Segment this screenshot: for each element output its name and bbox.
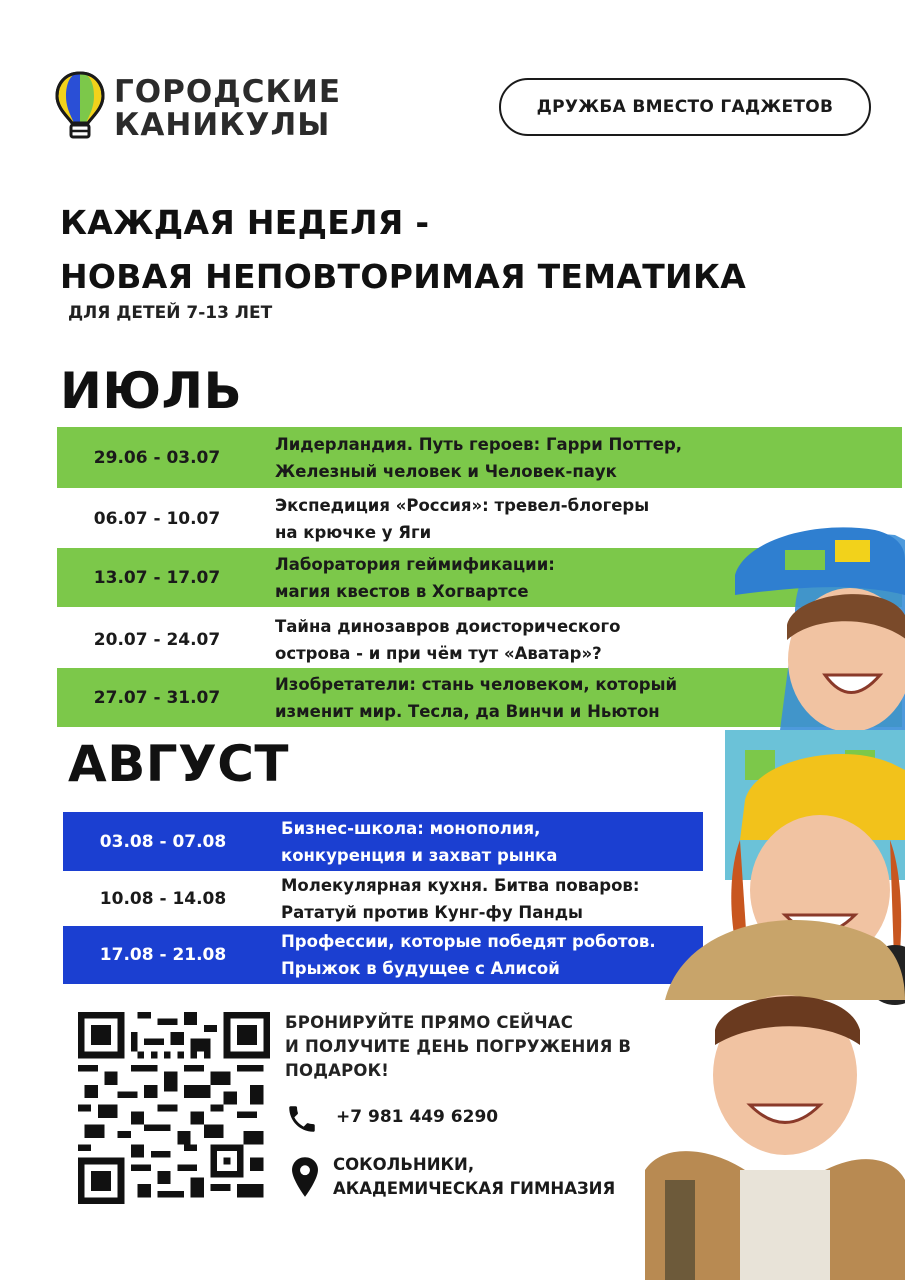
booking-cta (285, 1011, 631, 1083)
week-theme-line: Тайна динозавров доисторического (275, 617, 621, 636)
week-theme (275, 613, 620, 667)
phone-icon (285, 1102, 319, 1136)
address (333, 1153, 615, 1201)
week-theme-line: Рататуй против Кунг-фу Панды (281, 903, 583, 922)
week-theme-line: Экспедиция «Россия»: тревел-блогеры (275, 496, 650, 515)
week-theme (281, 815, 557, 869)
week-dates: 13.07 - 17.07 (93, 567, 221, 588)
week-dates: 06.07 - 10.07 (93, 509, 221, 529)
week-dates: 27.07 - 31.07 (93, 687, 221, 708)
week-dates: 03.08 - 07.08 (99, 831, 227, 852)
slogan-pill: ДРУЖБА ВМЕСТО ГАДЖЕТОВ (499, 78, 871, 136)
week-theme-line: Железный человек и Человек-паук (275, 461, 617, 481)
week-dates: 17.08 - 21.08 (99, 945, 227, 965)
week-theme-line: Лидерландия. Путь героев: Гарри Поттер, (275, 434, 683, 454)
schedule-row (57, 427, 902, 488)
week-theme (275, 492, 649, 546)
week-theme-line: Изобретатели: стань человеком, который (275, 674, 678, 694)
address-line: СОКОЛЬНИКИ, (333, 1155, 475, 1174)
week-dates: 20.07 - 24.07 (93, 630, 221, 650)
week-dates: 10.08 - 14.08 (99, 889, 227, 909)
month-title-august: АВГУСТ (68, 735, 290, 793)
week-theme (281, 872, 639, 926)
week-theme-line: Лаборатория геймификации: (275, 554, 555, 574)
cta-line: ПОДАРОК! (285, 1061, 390, 1080)
week-theme (275, 551, 555, 605)
cta-line: И ПОЛУЧИТЕ ДЕНЬ ПОГРУЖЕНИЯ В (285, 1037, 632, 1056)
schedule-row (63, 871, 703, 927)
week-theme-line: конкуренция и захват рынка (281, 845, 558, 865)
logo-line-1: ГОРОДСКИЕ (114, 74, 341, 110)
week-dates: 29.06 - 03.07 (93, 447, 221, 468)
logo-text (114, 76, 341, 142)
week-theme-line: Бизнес-школа: монополия, (281, 818, 541, 838)
week-theme-line: острова - и при чём тут «Аватар»? (275, 644, 602, 663)
logo-line-2: КАНИКУЛЫ (114, 107, 331, 143)
location-pin-icon (290, 1156, 320, 1198)
address-line: АКАДЕМИЧЕСКАЯ ГИМНАЗИЯ (333, 1179, 616, 1198)
headline (60, 196, 746, 304)
schedule-row (63, 812, 703, 871)
age-range: ДЛЯ ДЕТЕЙ 7-13 ЛЕТ (68, 303, 273, 323)
headline-line-1: КАЖДАЯ НЕДЕЛЯ - (60, 203, 430, 242)
cta-line: БРОНИРУЙТЕ ПРЯМО СЕЙЧАС (285, 1013, 574, 1032)
phone-number[interactable]: +7 981 449 6290 (336, 1107, 499, 1127)
hot-air-balloon-icon (55, 70, 105, 140)
week-theme-line: Прыжок в будущее с Алисой (281, 959, 560, 978)
qr-code[interactable] (78, 1012, 270, 1204)
month-title-july: ИЮЛЬ (60, 362, 243, 420)
week-theme-line: Молекулярная кухня. Битва поваров: (281, 876, 640, 895)
week-theme (275, 431, 682, 485)
headline-line-2: НОВАЯ НЕПОВТОРИМАЯ ТЕМАТИКА (60, 257, 747, 296)
week-theme-line: изменит мир. Тесла, да Винчи и Ньютон (275, 701, 660, 721)
week-theme-line: на крючке у Яги (275, 523, 432, 542)
week-theme-line: магия квестов в Хогвартсе (275, 581, 529, 601)
children-photo (645, 520, 905, 1280)
week-theme-line: Профессии, которые победят роботов. (281, 932, 656, 951)
week-theme (275, 671, 677, 725)
schedule-row (63, 926, 703, 984)
week-theme (281, 928, 656, 982)
